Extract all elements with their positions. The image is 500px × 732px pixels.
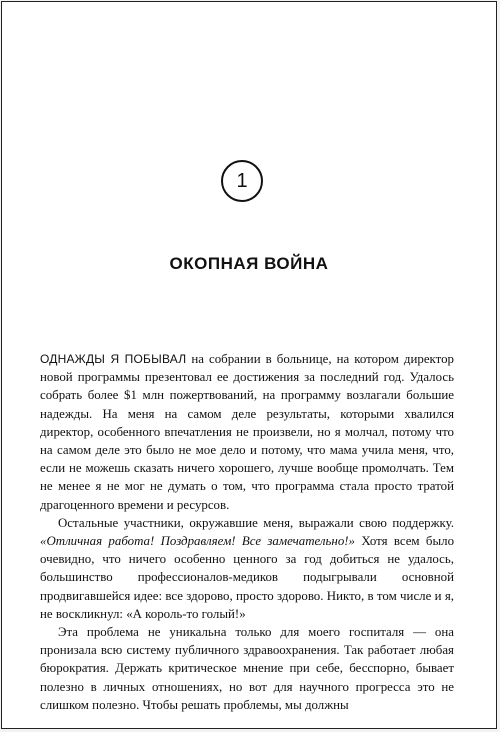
paragraph-3-text: Эта проблема не уникальна только для моего госпиталя — она пронизала всю систему публичного здравоохранения. Так работает любая бюрократия. Держать критическое мнение при себе, бесспорно, бывает полезно в личных отношениях, но вот для научного прогресса это не слишком полезно. Чтобы решать проблемы, мы должны	[40, 625, 454, 712]
paragraph-lead-in: ОДНАЖДЫ Я ПОБЫВАЛ	[40, 352, 187, 366]
paragraph-2-quote: «Отличная работа! Поздравляем! Все замечательно!»	[40, 534, 356, 549]
paragraph-2-text-after: Хотя всем было очевидно, что ничего особенно ценного за год добиться не удалось, большинство профессионалов-медиков подыгрывали основной продвигавшейся идее: все здорово, просто здорово. Никто, в том числе и я, не воскликнул: «А король-то голый!»	[40, 534, 455, 621]
paragraph-1-text: на собрании в больнице, на котором директор новой программы презентовал ее достижения за последний год. Удалось собрать более $1 млн пожертвований, на программу возлагали большие надежды. На меня на самом деле результаты, которыми хвалился директор, особенного впечатления не произвели, но я молчал, потому что на самом деле это было не мое дело и потому, что мама учила меня, что, если не можешь сказать ничего хорошего, лучше вообще промолчать. Тем не менее я не мог не думать о том, что программа стала просто тратой драгоценного времени и ресурсов.	[40, 352, 454, 512]
paragraph-3	[40, 623, 454, 714]
paragraph-2-text-before: Остальные участники, окружавшие меня, выражали свою поддержку.	[58, 515, 454, 530]
paragraph-1	[40, 350, 454, 514]
chapter-title: ОКОПНАЯ ВОЙНА	[169, 254, 329, 273]
chapter-number-badge	[221, 160, 263, 202]
paragraph-2	[40, 514, 454, 623]
chapter-body	[40, 350, 454, 714]
chapter-number: 1	[236, 169, 248, 192]
